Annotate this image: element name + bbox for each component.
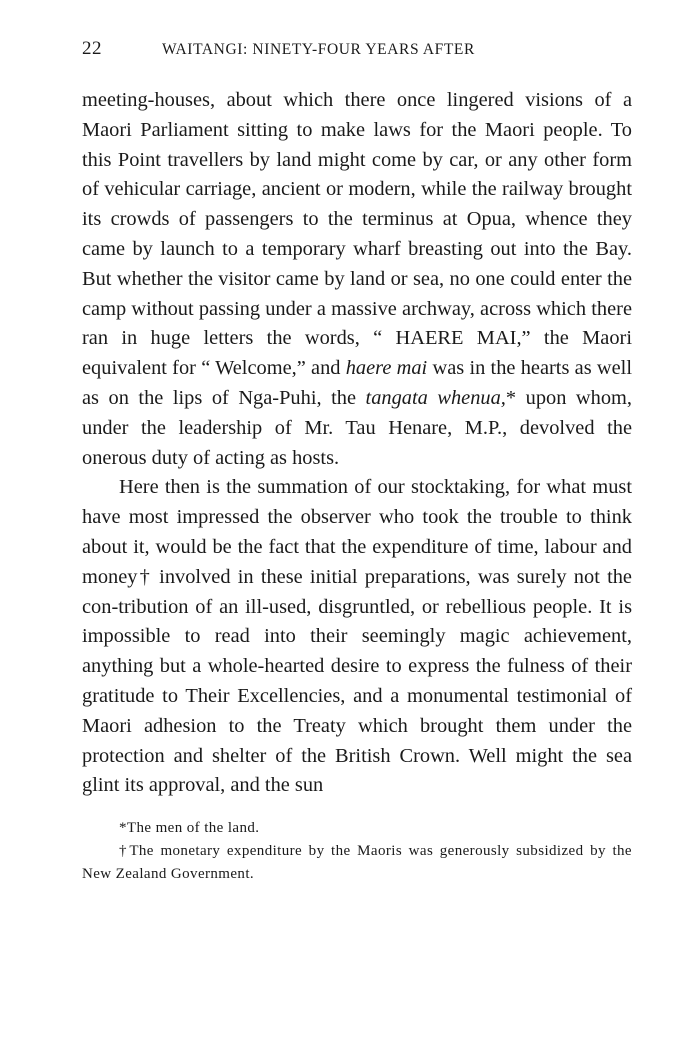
paragraph-1 [82, 86, 632, 473]
body-text [82, 86, 632, 801]
paragraph-2: Here then is the summation of our stocktaking, for what must have most impressed the observer who took the trouble to think about it, would be the fact that the expenditure of time, labour and money† involved in these initial preparations, was surely not the con-tribution of an ill-used, disgruntled, or rebellious people. It is impossible to read into their seemingly magic achievement, anything but a whole-hearted desire to express the fulness of their gratitude to Their Excellencies, and a monumental testimonial of Maori adhesion to the Treaty which brought them under the protection and shelter of the British Crown. Well might the sea glint its approval, and the sun [82, 476, 632, 797]
paragraph-1-part-b: was in the hearts as well as on the lips of Nga-Puhi, the [82, 357, 632, 409]
italic-haere-mai: haere mai [345, 357, 428, 380]
paragraph-1-part-c: * upon whom, under the leadership of Mr. Tau Henare, M.P., devolved the onerous duty of acting as hosts. [82, 386, 632, 469]
footnotes [82, 817, 632, 886]
italic-tangata-whenua: tangata whenua, [365, 386, 506, 409]
running-title: WAITANGI: NINETY-FOUR YEARS AFTER [162, 41, 475, 58]
book-page [82, 38, 632, 886]
running-head [82, 38, 632, 68]
paragraph-1-part-a: meeting-houses, about which there once lingered visions of a Maori Parliament sitting to make laws for the Maori people. To this Point travellers by land might come by car, or any other form of vehicular carriage, ancient or modern, while the railway brought its crowds of passengers to the terminus at Opua, whence they came by launch to a temporary wharf breasting out into the Bay. But whether the visitor came by land or sea, no one could enter the camp without passing under a massive archway, across which there ran in huge letters the words, “ HAERE MAI,” the Maori equivalent for “ Welcome,” and [82, 89, 632, 380]
page-number: 22 [82, 38, 102, 59]
footnote-1: *The men of the land. [119, 820, 260, 837]
footnote-2: †The monetary expenditure by the Maoris was generously subsidized by the New Zealand Government. [82, 843, 632, 883]
